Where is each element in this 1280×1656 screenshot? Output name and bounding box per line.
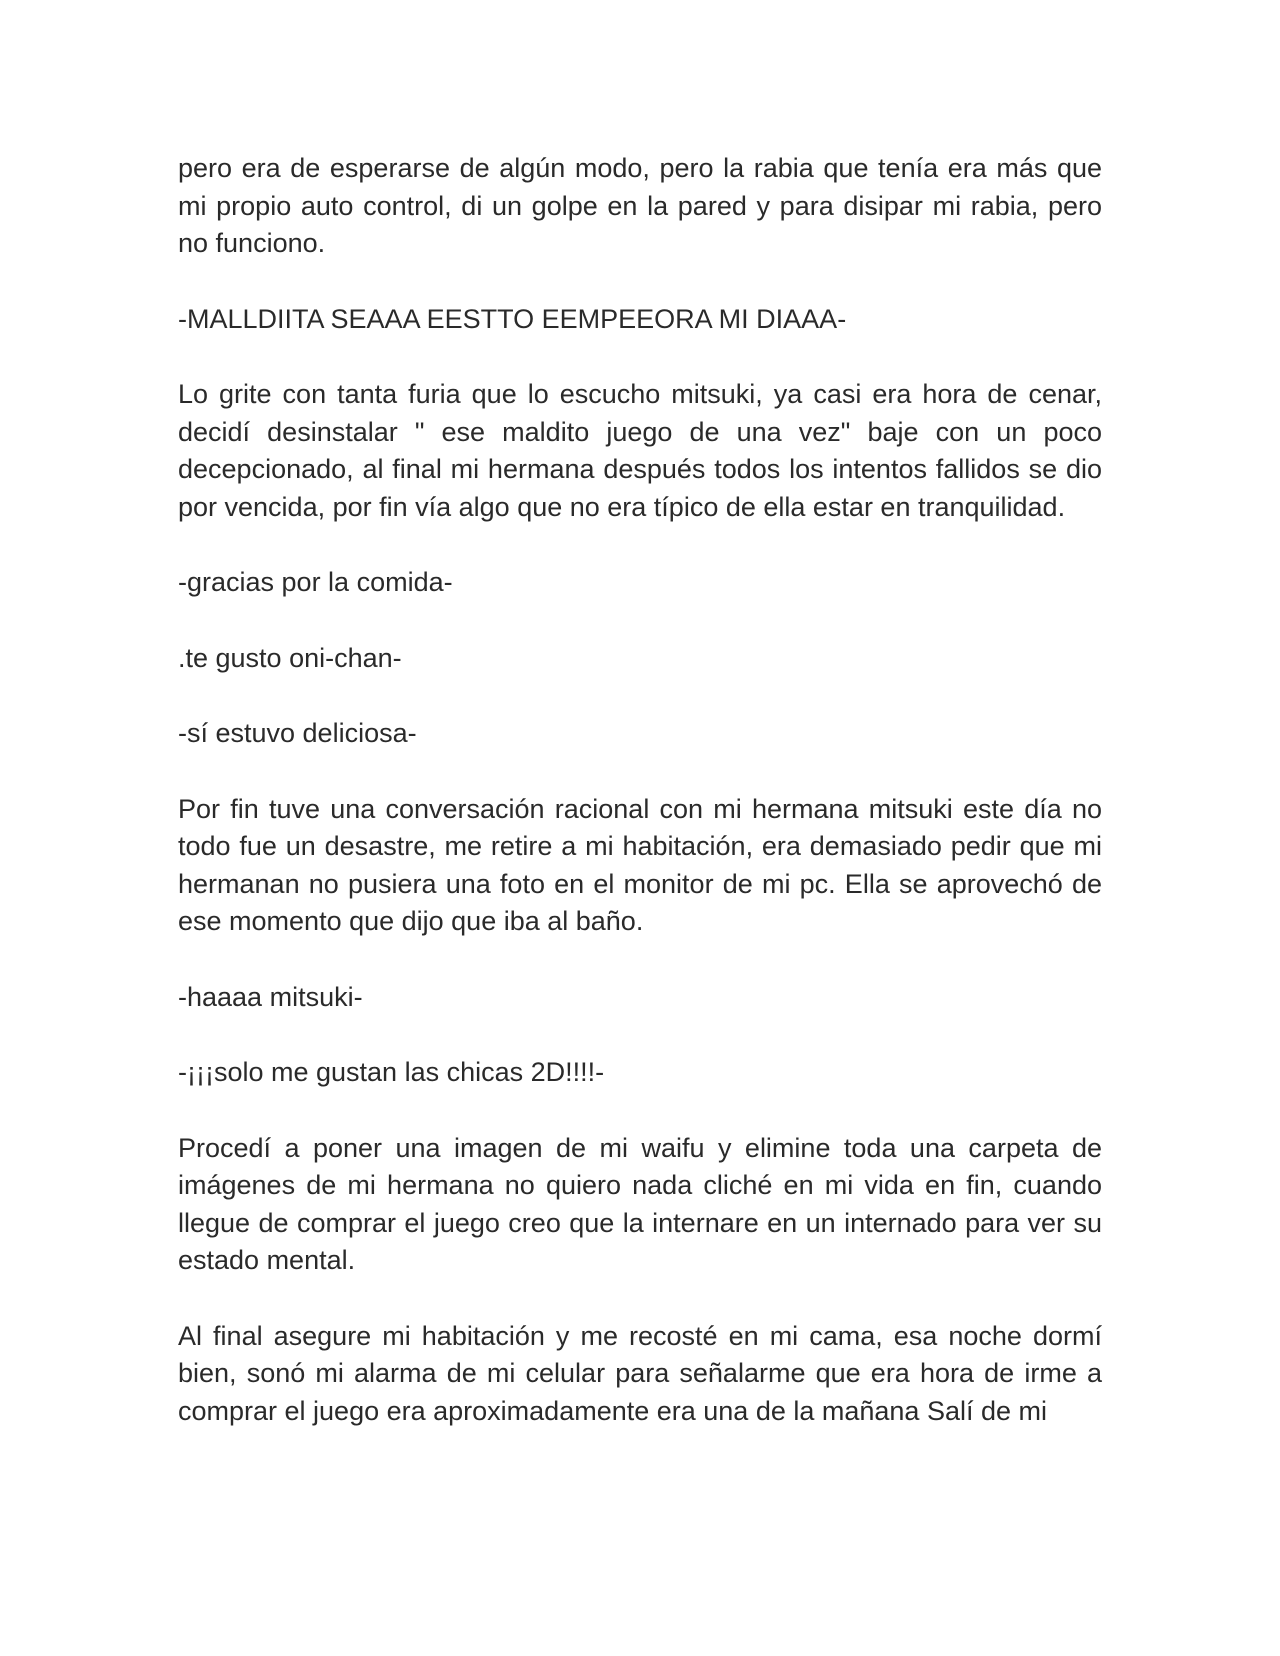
paragraph-9: -¡¡¡solo me gustan las chicas 2D!!!!- [178,1057,605,1087]
paragraph-10: Procedí a poner una imagen de mi waifu y elimine toda una carpeta de imágenes de mi hermana no quiero nada cliché en mi vida en fin, cuando llegue de comprar el juego creo que la internare en un internado para ver su estado mental. [178,1132,1102,1275]
document-body [178,150,1102,1430]
paragraph-1: pero era de esperarse de algún modo, pero la rabia que tenía era más que mi propio auto control, di un golpe en la pared y para disipar mi rabia, pero no funciono. [178,153,1102,258]
paragraph-11: Al final asegure mi habitación y me recosté en mi cama, esa noche dormí bien, sonó mi alarma de mi celular para señalarme que era hora de irme a comprar el juego era aproximadamente era una de la mañana Salí de mi [178,1320,1102,1426]
paragraph-4: -gracias por la comida- [178,567,453,597]
paragraph-5: .te gusto oni-chan- [178,642,402,673]
paragraph-6: -sí estuvo deliciosa- [178,718,417,748]
paragraph-2: -MALLDIITA SEAAA EESTTO EEMPEEORA MI DIAAA- [178,303,847,334]
paragraph-8: -haaaa mitsuki- [178,981,363,1012]
paragraph-3: Lo grite con tanta furia que lo escucho mitsuki, ya casi era hora de cenar, decidí desinstalar " ese maldito juego de una vez" baje con un poco decepcionado, al final mi hermana después todos los intentos fallidos se dio por vencida, por fin vía algo que no era típico de ella estar en tranquilidad. [178,379,1102,522]
paragraph-7: Por fin tuve una conversación racional con mi hermana mitsuki este día no todo fue un desastre, me retire a mi habitación, era demasiado pedir que mi hermanan no pusiera una foto en el monitor de mi pc. Ella se aprovechó de ese momento que dijo que iba al baño. [178,793,1102,936]
